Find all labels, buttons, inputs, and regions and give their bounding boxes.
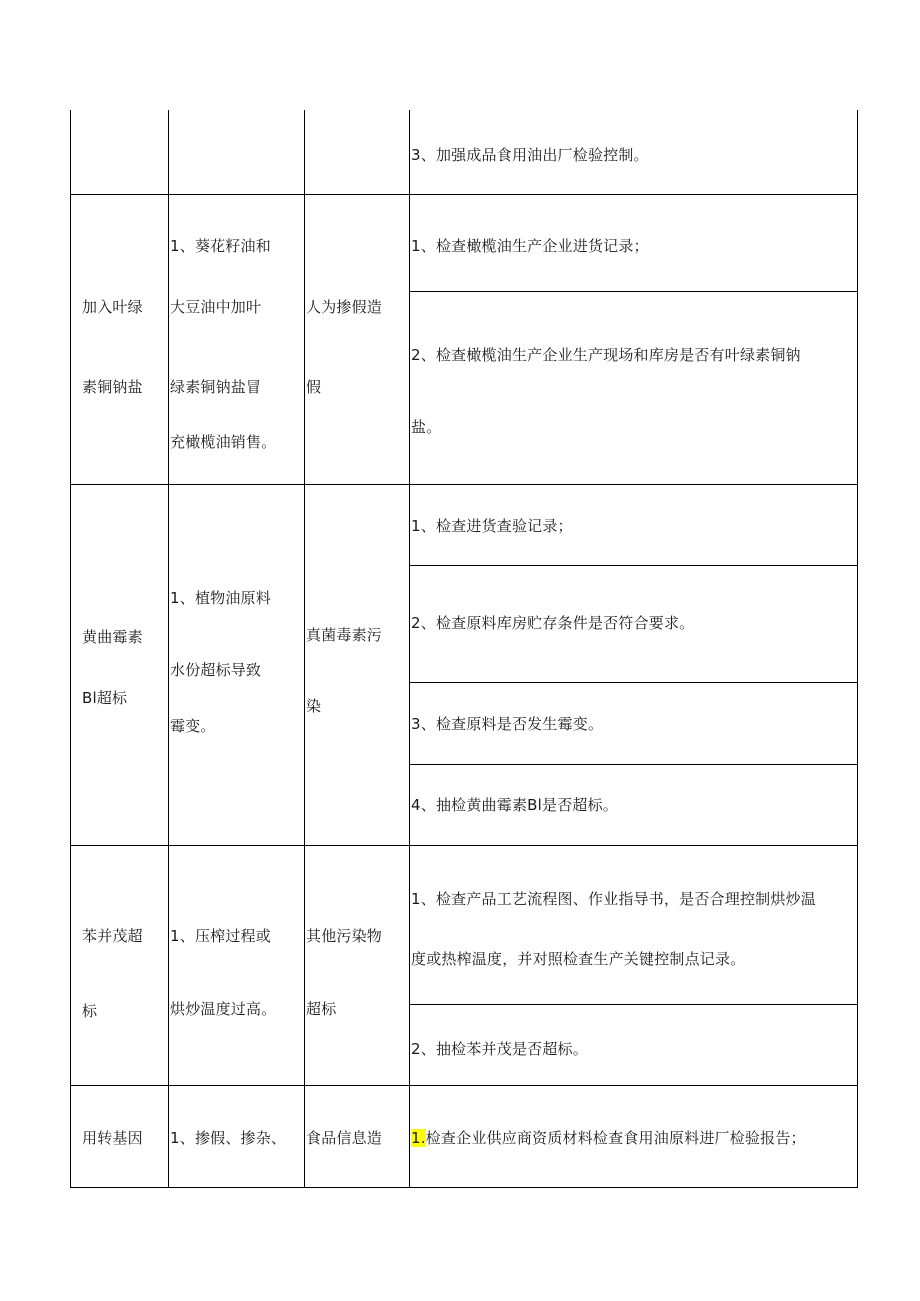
column-divider xyxy=(304,110,305,1188)
cause-text: 充橄榄油销售。 xyxy=(170,433,277,451)
cause-text: 1、掺假、掺杂、 xyxy=(170,1129,287,1147)
type-text: 真菌毒素污 xyxy=(306,626,383,644)
type-text: 人为掺假造 xyxy=(306,298,383,316)
cause-text: 烘炒温度过高。 xyxy=(170,1000,277,1018)
cause-text: 1、压榨过程或 xyxy=(170,927,271,945)
cause-text: 大豆油中加叶 xyxy=(170,298,262,316)
cause-text: 水份超标导致 xyxy=(170,661,262,679)
measure-text: 3、检查原料是否发生霉变。 xyxy=(411,715,604,733)
highlighted-number: 1. xyxy=(411,1129,426,1147)
measure-text: 盐。 xyxy=(411,418,442,436)
type-text: 食品信息造 xyxy=(306,1129,383,1147)
hazard-text: 加入叶绿 xyxy=(82,298,143,316)
subrow-divider xyxy=(409,682,858,683)
hazard-text: 用转基因 xyxy=(82,1129,143,1147)
type-text: 染 xyxy=(306,697,322,715)
table-border-left xyxy=(70,110,71,1188)
table-border-bottom xyxy=(70,1187,858,1188)
measure-text: 1、检查橄榄油生产企业进货记录； xyxy=(411,237,649,255)
cause-text: 1、植物油原料 xyxy=(170,589,271,607)
cause-text: 1、葵花籽油和 xyxy=(170,237,271,255)
hazard-text: 素铜钠盐 xyxy=(82,378,143,396)
type-text: 超标 xyxy=(306,1000,337,1018)
row-divider xyxy=(70,484,858,485)
measure-text xyxy=(411,1128,806,1148)
column-divider xyxy=(409,110,410,1188)
subrow-divider xyxy=(409,1004,858,1005)
measure-text: 2、检查橄榄油生产企业生产现场和库房是否有叶绿素铜钠 xyxy=(411,346,801,364)
hazard-text: 苯并茂超 xyxy=(82,927,143,945)
subrow-divider xyxy=(409,291,858,292)
subrow-divider xyxy=(409,764,858,765)
hazard-text: 黄曲霉素 xyxy=(82,628,143,646)
measure-text: 1、检查产品工艺流程图、作业指导书，是否合理控制烘炒温 xyxy=(411,890,816,908)
measure-text: 1、检查进货查验记录； xyxy=(411,517,573,535)
cause-text: 绿素铜钠盐冒 xyxy=(170,378,262,396)
measure-text: 3、加强成品食用油出厂检验控制。 xyxy=(411,146,649,164)
row-divider xyxy=(70,194,858,195)
measure-text: 2、抽检苯并茂是否超标。 xyxy=(411,1040,588,1058)
measure-text-tail: 检查企业供应商资质材料检查食用油原料进厂检验报告； xyxy=(425,1129,806,1147)
type-text: 其他污染物 xyxy=(306,927,383,945)
measure-text: 4、抽检黄曲霉素Bl是否超标。 xyxy=(411,796,619,814)
hazard-text: Bl超标 xyxy=(82,689,128,707)
subrow-divider xyxy=(409,565,858,566)
measure-text: 2、检查原料库房贮存条件是否符合要求。 xyxy=(411,614,695,632)
cause-text: 霉变。 xyxy=(170,717,216,735)
hazard-text: 标 xyxy=(82,1002,98,1020)
column-divider xyxy=(168,110,169,1188)
table-border-right xyxy=(857,110,858,1188)
row-divider xyxy=(70,845,858,846)
row-divider xyxy=(70,1085,858,1086)
type-text: 假 xyxy=(306,378,322,396)
measure-text: 度或热榨温度，并对照检查生产关键控制点记录。 xyxy=(411,950,746,968)
